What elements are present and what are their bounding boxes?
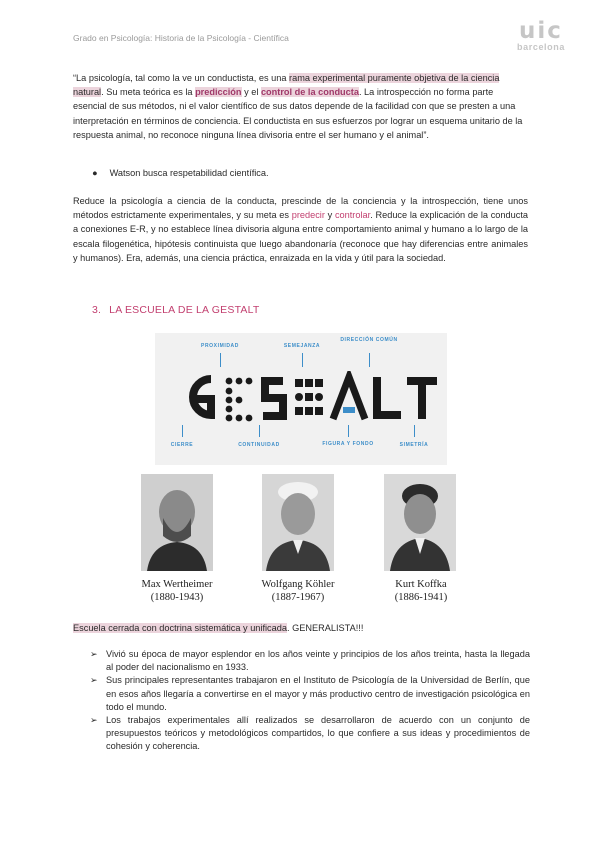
list-item-text: Sus principales representantes trabajaron en el Instituto de Psicología de la Universidad de Berlín, que en esos años llegaría a convertirse en el mayor y más productivo centro de investigación psicológica en todo el mundo. <box>106 675 530 712</box>
para2-text-3: . Reduce la explicación de la conducta a conexiones E-R, y no establece línea divisoria alguna entre comportamiento animal y humano a lo largo de la escala filogenética, hipótesis continuista que luego abandonaría (reconoce que hay diferencias entre animales y humanos). Era, además, una ciencia práctica, enraizada en la vida y útil para la sociedad. <box>73 210 528 263</box>
portrait-koffka <box>384 474 456 571</box>
bullet-dot-icon: ● <box>92 168 98 178</box>
gestalt-facts-list <box>90 648 530 754</box>
person-years: (1880-1943) <box>150 592 204 603</box>
bullet-item <box>92 168 269 178</box>
para2-pink-2: controlar <box>334 210 371 221</box>
section-number: 3. <box>92 304 102 316</box>
quote-highlight-2: predicción <box>195 87 242 98</box>
school-rest: . GENERALISTA!!! <box>286 623 364 633</box>
letter-g-icon <box>193 379 211 415</box>
letter-s-icon <box>263 381 283 416</box>
behaviorism-paragraph <box>73 194 528 265</box>
document-header: Grado en Psicología: Historia de la Psicología - Científica <box>73 33 289 43</box>
gestalt-label-cierre: CIERRE <box>170 442 194 448</box>
connector-line <box>220 353 221 367</box>
person-name: Kurt Koffka <box>395 579 447 590</box>
para2-text-1: Reduce la psicología a ciencia de la conducta, prescinde de la conciencia y la introspección, tiene unos métodos estrictamente experimentales, y su meta es <box>73 196 528 221</box>
gestalt-label-figura-y-fondo: FIGURA Y FONDO <box>322 441 374 447</box>
logo-mark: uic <box>519 18 563 44</box>
para2-text-2: y <box>324 210 335 221</box>
portrait-wertheimer <box>141 474 213 571</box>
list-item <box>90 674 530 714</box>
quote-text-4: . La introspección no forma parte esencial de sus métodos, ni el valor científico de sus datos depende de la facilidad con que se presten a una interpretación en términos de conciencia. El conductista en sus esfuerzos por lograr un esquema unitario de la respuesta animal, no reconoce ninguna línea divisoria entre el ser humano y el animal”. <box>73 87 523 140</box>
person-caption <box>112 578 242 604</box>
list-item-text: Los trabajos experimentales allí realizados se desarrollaron de acuerdo con un conjunto de presupuestos teóricos y metodológicos compartidos, lo que confiere a sus ideas y procedimientos de cohesión y coherencia. <box>106 715 530 752</box>
gestalt-infographic <box>155 333 447 465</box>
quote-text-3: y el <box>241 87 261 98</box>
uic-logo <box>508 20 574 52</box>
person-name: Max Wertheimer <box>141 579 213 590</box>
arrow-bullet-icon: ➢ <box>90 675 98 686</box>
logo-text: barcelona <box>517 42 565 52</box>
gestalt-label-proximidad: PROXIMIDAD <box>201 343 239 349</box>
connector-line <box>182 425 183 437</box>
gestalt-label-simetria: SIMETRÍA <box>399 442 429 448</box>
connector-line <box>259 425 260 437</box>
quote-text-2: . Su meta teórica es la <box>101 87 196 98</box>
list-item-text: Vivió su época de mayor esplendor en los años veinte y principios de los años treinta, hasta la llegada al poder del nacionalismo en 1933. <box>106 649 530 673</box>
gestalt-word-graphic <box>155 371 447 423</box>
quote-highlight-3: control de la conducta <box>260 87 359 98</box>
section-title: LA ESCUELA DE LA GESTALT <box>109 304 260 316</box>
connector-line <box>369 353 370 367</box>
bullet-text: Watson busca respetabilidad científica. <box>109 168 269 178</box>
gestalt-label-direccion-comun: DIRECCIÓN COMÚN <box>340 337 398 343</box>
section-heading <box>92 304 259 316</box>
arrow-bullet-icon: ➢ <box>90 715 98 726</box>
list-item <box>90 648 530 674</box>
letter-t-icon <box>407 381 437 419</box>
person-name: Wolfgang Köhler <box>261 579 335 590</box>
portrait-kohler <box>262 474 334 571</box>
gestalt-label-semejanza: SEMEJANZA <box>283 343 321 349</box>
arrow-bullet-icon: ➢ <box>90 649 98 659</box>
quote-highlight-1: rama experimental puramente objetiva de la ciencia natural <box>73 73 500 98</box>
quote-text-1: “La psicología, tal como la ve un conductista, es una <box>73 73 290 83</box>
person-caption <box>356 578 486 604</box>
para2-pink-1: predecir <box>291 210 325 221</box>
connector-line <box>302 353 303 367</box>
person-years: (1886-1941) <box>394 592 448 603</box>
gestalt-label-continuidad: CONTINUIDAD <box>238 442 280 448</box>
connector-line <box>414 425 415 437</box>
letter-l-icon <box>377 377 401 415</box>
watson-quote <box>73 71 528 142</box>
letter-e-dots-icon <box>226 378 253 422</box>
school-highlight: Escuela cerrada con doctrina sistemática y unificada <box>73 623 287 633</box>
letter-a-icon <box>333 377 365 419</box>
school-summary <box>73 623 363 633</box>
letter-t-squares-icon <box>295 379 323 415</box>
person-years: (1887-1967) <box>271 592 325 603</box>
connector-line <box>348 425 349 437</box>
person-caption <box>233 578 363 604</box>
list-item <box>90 714 530 754</box>
